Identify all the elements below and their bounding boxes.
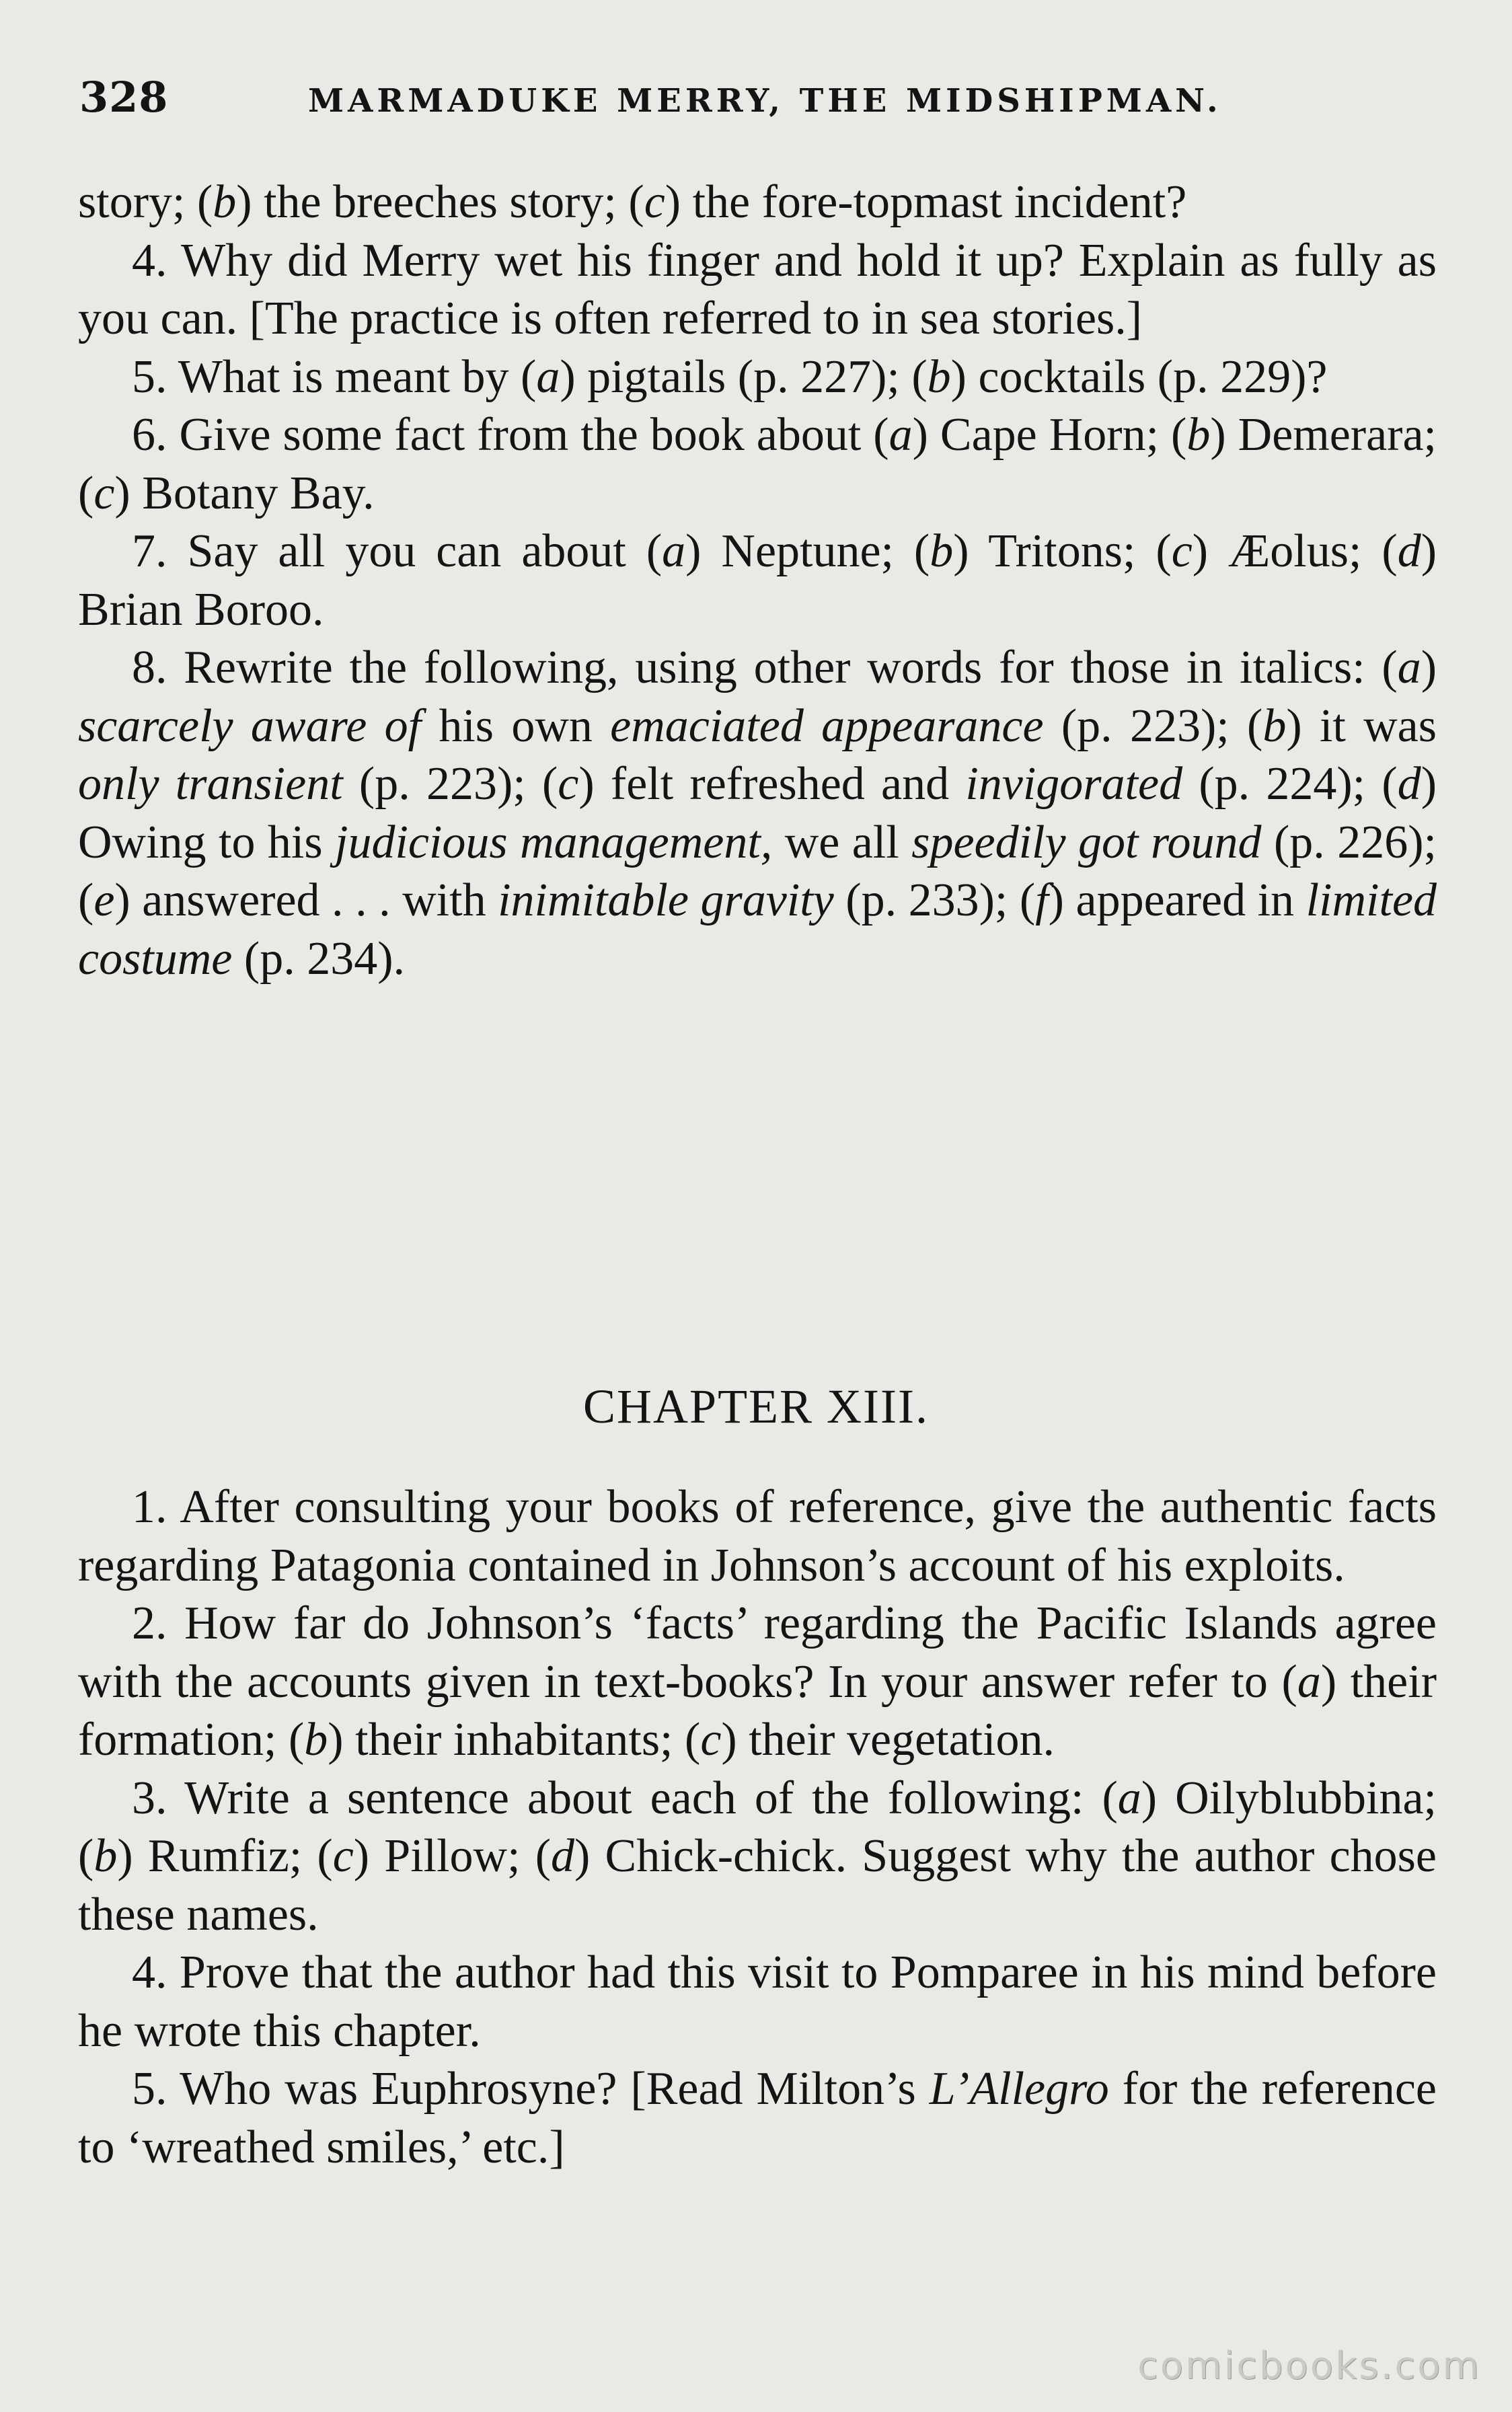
italic-text: b <box>1186 409 1211 461</box>
italic-text: invigorated <box>965 758 1183 810</box>
question-item <box>78 1478 1437 1595</box>
text-run: we all <box>772 816 912 868</box>
text-run: 5. What is meant by ( <box>132 350 537 403</box>
page-number: 328 <box>79 73 169 122</box>
italic-text: e <box>93 874 115 926</box>
question-item <box>78 1770 1437 1945</box>
question-item <box>78 1944 1437 2060</box>
text-run: ) appeared in <box>1048 874 1306 926</box>
text-run: 8. Rewrite the following, using other words for those in italics: ( <box>132 642 1398 693</box>
text-run: ) Brian Boroo. <box>78 525 1437 636</box>
italic-text: c <box>700 1714 722 1766</box>
italic-text: c <box>1171 525 1193 577</box>
italic-text: a <box>1397 642 1421 693</box>
text-run: ) <box>1421 642 1437 693</box>
text-run: ) Demerara; ( <box>78 409 1437 519</box>
italic-text: a <box>536 350 560 403</box>
page-header <box>79 73 1222 126</box>
text-run: ) Cape Horn; ( <box>912 409 1187 461</box>
text-run: ) Oilyblubbina; ( <box>78 1772 1437 1882</box>
question-item <box>78 232 1437 348</box>
text-run: 5. Who was Euphrosyne? [Read Milton’s <box>132 2063 930 2115</box>
text-run: for the reference to ‘wreathed smiles,’ etc.] <box>78 2063 1437 2173</box>
text-run: 3. Write a sentence about each of the following: ( <box>132 1772 1118 1824</box>
previous-chapter-questions <box>78 174 1437 988</box>
italic-text: d <box>1397 525 1421 577</box>
italic-text: c <box>332 1830 354 1882</box>
text-run: (p. 224); ( <box>1182 758 1398 810</box>
italic-text: scarcely aware of <box>78 700 422 752</box>
text-run: (p. 233); ( <box>833 874 1036 926</box>
italic-text: c <box>558 758 579 810</box>
text-run: (p. 223); ( <box>342 758 558 810</box>
text-run: ) their inhabitants; ( <box>328 1714 701 1766</box>
question-item <box>78 523 1437 639</box>
text-run: ) Pillow; ( <box>353 1830 552 1882</box>
question-item <box>78 1595 1437 1770</box>
text-run: ) Neptune; ( <box>685 525 930 577</box>
text-run: (p. 226); ( <box>78 816 1437 926</box>
text-run: 2. How far do Johnson’s ‘facts’ regarding the Pacific Islands agree with the accounts given in text-books? In your answer refer to ( <box>78 1597 1437 1708</box>
text-run: ) Owing to his <box>78 758 1437 868</box>
italic-text: L’Allegro <box>929 2063 1109 2115</box>
question-item <box>78 639 1437 988</box>
question-item <box>78 406 1437 523</box>
text-run: 1. After consulting your books of reference, give the authentic facts regarding Patagonia contained in Johnson’s account of his exploits. <box>78 1481 1437 1591</box>
text-run: ) answered . . . with <box>114 874 498 926</box>
italic-text: b <box>213 176 237 228</box>
italic-text: only transient <box>78 758 343 810</box>
italic-text: b <box>930 525 954 577</box>
italic-text: a <box>1297 1655 1321 1708</box>
text-run: ) their formation; ( <box>78 1655 1437 1766</box>
chapter-questions <box>78 1478 1437 2177</box>
italic-text: emaciated appearance <box>610 700 1044 752</box>
watermark-text: comicbooks.com <box>1137 2344 1481 2388</box>
italic-text: judicious management, <box>335 816 773 868</box>
question-continuation <box>78 174 1437 232</box>
text-run: (p. 234). <box>232 932 406 985</box>
text-run: ) Tritons; ( <box>953 525 1172 577</box>
text-run: ) the fore-topmast incident? <box>665 176 1187 228</box>
italic-text: speedily got round <box>911 816 1262 868</box>
text-run: ) Rumfiz; ( <box>117 1830 333 1882</box>
italic-text: c <box>644 176 665 228</box>
text-run: 4. Why did Merry wet his finger and hold it up? Explain as fully as you can. [The practice is often referred to in sea stories.] <box>78 234 1437 344</box>
text-run: ) the breeches story; ( <box>236 176 644 228</box>
text-run: 7. Say all you can about ( <box>132 525 663 577</box>
text-run: ) pigtails (p. 227); ( <box>560 350 928 403</box>
italic-text: c <box>93 467 115 519</box>
italic-text: b <box>93 1830 118 1882</box>
italic-text: limited costume <box>78 874 1437 985</box>
text-run: ) it was <box>1286 700 1437 752</box>
question-item <box>78 2060 1437 2177</box>
text-run: (p. 223); ( <box>1043 700 1263 752</box>
italic-text: d <box>551 1830 575 1882</box>
italic-text: b <box>304 1714 328 1766</box>
running-head: MARMADUKE MERRY, THE MIDSHIPMAN. <box>308 82 1222 120</box>
italic-text: d <box>1397 758 1421 810</box>
text-run: ) Botany Bay. <box>114 467 375 519</box>
italic-text: f <box>1035 874 1049 926</box>
text-run: story; ( <box>78 176 213 228</box>
italic-text: inimitable gravity <box>498 874 834 926</box>
text-run: ) felt refreshed and <box>578 758 966 810</box>
text-run: 4. Prove that the author had this visit to Pomparee in his mind before he wrote this chapter. <box>78 1947 1437 2057</box>
question-item <box>78 348 1437 407</box>
italic-text: b <box>1262 700 1287 752</box>
text-run: ) Chick-chick. Suggest why the author chose these names. <box>78 1830 1437 1940</box>
italic-text: b <box>927 350 951 403</box>
text-run: ) Æolus; ( <box>1192 525 1398 577</box>
italic-text: a <box>662 525 686 577</box>
italic-text: a <box>1117 1772 1141 1824</box>
text-run: ) cocktails (p. 229)? <box>950 350 1328 403</box>
text-run: ) their vegetation. <box>721 1714 1055 1766</box>
text-run: 6. Give some fact from the book about ( <box>132 409 889 461</box>
chapter-heading: CHAPTER XIII. <box>583 1380 929 1433</box>
italic-text: a <box>889 409 913 461</box>
text-run: his own <box>421 700 611 752</box>
